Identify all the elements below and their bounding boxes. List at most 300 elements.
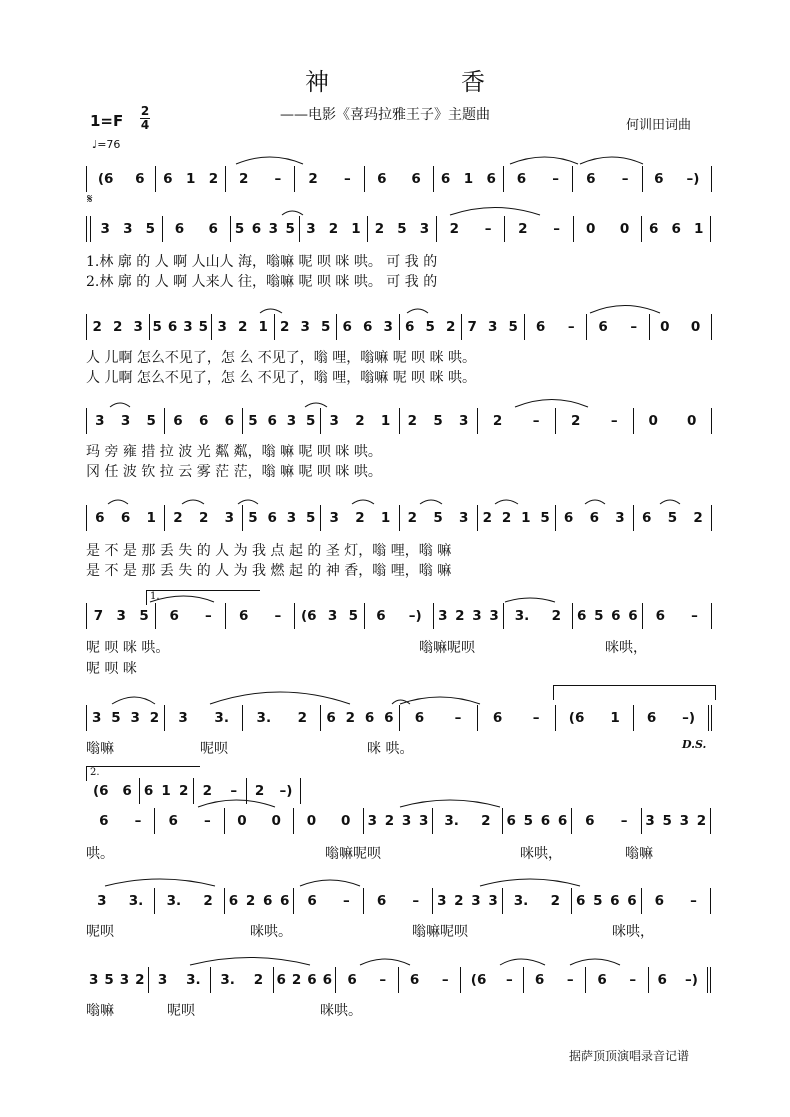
- composer-credit: 何训田词曲: [626, 118, 692, 133]
- lyrics-verse1-line4: 是 不 是 那 丢 失 的 人 为 我 点 起 的 圣 灯，嗡 哩，嗡 嘛: [86, 543, 452, 559]
- note: 6: [228, 893, 239, 909]
- note: 7: [93, 608, 104, 624]
- score-row-8: [86, 808, 711, 834]
- lyrics-line5c: 咪哄，: [605, 640, 647, 656]
- lyrics-line7a: 哄。: [86, 846, 114, 862]
- note: 1: [380, 413, 391, 429]
- measure: [504, 603, 573, 629]
- note: 6: [492, 710, 503, 726]
- measure: [649, 967, 712, 993]
- measure: [165, 705, 243, 731]
- key-signature: 1=F: [90, 112, 124, 130]
- note: 2: [551, 608, 561, 624]
- note: 6: [135, 171, 145, 187]
- note: 1: [351, 221, 361, 237]
- note: –: [532, 413, 540, 429]
- measure: [87, 408, 165, 434]
- note: 2: [455, 608, 465, 624]
- note: 6: [540, 813, 551, 829]
- note: 6: [267, 413, 277, 429]
- note: –: [629, 972, 637, 988]
- note: 2: [696, 813, 707, 829]
- measure: [461, 967, 524, 993]
- note: 6: [610, 893, 620, 909]
- note: 3: [329, 510, 339, 526]
- note: 2: [92, 319, 102, 335]
- note: 2: [345, 710, 355, 726]
- note: 3: [418, 813, 429, 829]
- note: 5: [662, 813, 672, 829]
- note: 2: [135, 972, 145, 988]
- note: –): [685, 972, 698, 988]
- measure: [86, 967, 149, 993]
- note: 3: [97, 893, 107, 909]
- note: 6: [276, 972, 286, 988]
- measure: [364, 808, 433, 834]
- note: 1: [610, 710, 620, 726]
- note: 6: [208, 221, 218, 237]
- tempo-mark: ♩=76: [92, 138, 121, 151]
- measure: [226, 603, 295, 629]
- note: 5: [306, 413, 316, 429]
- note: 6: [642, 510, 652, 526]
- lyrics-verse1-line1: 1.林 廓 的 人 啊 人山人 海，嗡嘛 呢 呗 咪 哄。 可 我 的: [86, 254, 438, 270]
- note: 2: [238, 171, 249, 187]
- note: 3: [95, 413, 105, 429]
- note: 6: [486, 171, 496, 187]
- measure: [400, 408, 478, 434]
- note: 2: [280, 319, 290, 335]
- note: –: [610, 413, 618, 429]
- note: 6: [535, 319, 546, 335]
- note: 2: [308, 171, 318, 187]
- note: 3.: [166, 893, 182, 909]
- note: 3: [100, 221, 110, 237]
- note: 5: [321, 319, 331, 335]
- measure: [556, 705, 634, 731]
- note: 5: [425, 319, 435, 335]
- note: 3: [224, 510, 235, 526]
- note: 3: [217, 319, 227, 335]
- note: 5: [508, 319, 518, 335]
- note: 3: [327, 608, 338, 624]
- measure: [156, 603, 225, 629]
- note: 2: [374, 221, 385, 237]
- note: 1: [380, 510, 391, 526]
- note: 5: [348, 608, 359, 624]
- note: 7: [467, 319, 477, 335]
- note: 6: [167, 319, 178, 335]
- note: –: [343, 171, 351, 187]
- note: 3: [183, 319, 193, 335]
- note: –): [686, 171, 700, 187]
- note: –: [454, 710, 462, 726]
- note: 3: [120, 413, 131, 429]
- note: –): [682, 710, 696, 726]
- note: 3: [472, 608, 482, 624]
- note: 0: [690, 319, 701, 335]
- measure: [573, 603, 642, 629]
- note: 6: [646, 710, 657, 726]
- lyrics-verse1-line2: 人 儿啊 怎么不见了，怎 么 不见了，嗡 哩，嗡嘛 呢 呗 咪 哄。: [86, 350, 477, 366]
- volta-1: 1.: [146, 590, 260, 605]
- note: 6: [326, 710, 336, 726]
- note: 2: [407, 510, 418, 526]
- measure: [275, 314, 338, 340]
- note: 6: [322, 972, 333, 988]
- score-row-1: [86, 166, 712, 192]
- score-row-3: [86, 314, 712, 340]
- note: 6: [384, 710, 394, 726]
- measure: [165, 505, 243, 531]
- note: 3: [286, 413, 297, 429]
- note: 6: [307, 972, 317, 988]
- lyrics-line8d: 咪哄，: [612, 924, 654, 940]
- note: 3.: [256, 710, 272, 726]
- note: 2: [203, 893, 213, 909]
- note: 6: [411, 171, 421, 187]
- lyrics-line5d: 呢 呗 咪: [86, 661, 137, 677]
- note: 6: [95, 510, 105, 526]
- note: –: [205, 608, 212, 624]
- measure: [336, 967, 399, 993]
- note: 5: [594, 608, 604, 624]
- note: 3: [489, 608, 499, 624]
- ds-mark: D.S.: [682, 738, 707, 751]
- note: 2: [149, 710, 160, 726]
- measure: [433, 888, 502, 914]
- measure: [294, 808, 363, 834]
- note: 3: [116, 608, 126, 624]
- note: 2: [297, 710, 308, 726]
- note: 2: [178, 783, 189, 799]
- measure: [434, 603, 503, 629]
- measure: [321, 705, 399, 731]
- note: 2: [550, 893, 560, 909]
- note: 6: [440, 171, 451, 187]
- note: 6: [363, 319, 373, 335]
- note: 6: [597, 972, 607, 988]
- note: 5: [111, 710, 121, 726]
- note: 2: [113, 319, 123, 335]
- measure: [587, 314, 650, 340]
- note: 3: [383, 319, 393, 335]
- measure: [87, 705, 165, 731]
- note: –: [134, 813, 142, 829]
- note: 0: [619, 221, 630, 237]
- lyrics-verse2-line4: 是 不 是 那 丢 失 的 人 为 我 燃 起 的 神 香，嗡 哩，嗡 嘛: [86, 563, 452, 579]
- note: 5: [306, 510, 316, 526]
- note: 2: [570, 413, 581, 429]
- note: 6: [414, 710, 425, 726]
- note: 3: [367, 813, 378, 829]
- note: 3: [488, 319, 498, 335]
- note: 6: [376, 608, 386, 624]
- note: 2: [254, 783, 265, 799]
- measure: [294, 888, 363, 914]
- note: 6: [534, 972, 545, 988]
- note: 5: [234, 221, 245, 237]
- measure: [225, 808, 294, 834]
- note: 6: [563, 510, 574, 526]
- note: 6: [238, 608, 249, 624]
- measure: [586, 967, 649, 993]
- measure: [572, 808, 641, 834]
- note: 3: [268, 221, 278, 237]
- note: 0: [271, 813, 281, 829]
- note: 6: [122, 783, 132, 799]
- note: 6: [168, 813, 178, 829]
- note: –: [379, 972, 387, 988]
- note: 2: [253, 972, 264, 988]
- measure: [243, 408, 321, 434]
- note: 3: [119, 972, 130, 988]
- measure: [155, 808, 224, 834]
- note: –: [441, 972, 449, 988]
- note: 6: [516, 171, 527, 187]
- measure: [165, 408, 243, 434]
- note: 6: [576, 608, 587, 624]
- lyrics-verse2-line3: 冈 任 波 钦 拉 云 雾 茫 茫，嗡 嘛 呢 呗 咪 哄。: [86, 464, 382, 480]
- score-row-8a: [86, 778, 711, 804]
- note: 3: [679, 813, 690, 829]
- note: 3: [471, 893, 481, 909]
- note: –: [620, 813, 628, 829]
- note: 5: [139, 608, 149, 624]
- note: –: [553, 221, 561, 237]
- note: 3.: [220, 972, 235, 988]
- note: 1: [146, 510, 156, 526]
- measure: [478, 505, 556, 531]
- note: 3: [286, 510, 297, 526]
- note: 6: [657, 972, 667, 988]
- measure: [243, 705, 321, 731]
- score-row-7: [86, 705, 712, 731]
- note: –: [630, 319, 638, 335]
- note: 6: [405, 319, 415, 335]
- measure: [525, 314, 588, 340]
- note: 6: [598, 319, 608, 335]
- measure: [643, 166, 712, 192]
- note: 3: [438, 608, 448, 624]
- score-row-4: [86, 408, 712, 434]
- lyrics-line8a: 呢呗: [86, 924, 114, 940]
- note: 3.: [513, 893, 529, 909]
- measure: [433, 808, 502, 834]
- measure: [478, 408, 556, 434]
- measure: [94, 216, 163, 242]
- note: 6: [627, 893, 637, 909]
- note: 6: [376, 893, 387, 909]
- note: –: [204, 813, 211, 829]
- measure: [295, 603, 364, 629]
- lyrics-line6b: 呢呗: [200, 741, 228, 757]
- song-title: 神香: [305, 68, 617, 96]
- lyrics-line9a: 嗡嘛: [86, 1003, 114, 1019]
- measure: [86, 808, 155, 834]
- measure: [86, 778, 140, 804]
- note: 6: [342, 319, 352, 335]
- note: 3.: [186, 972, 201, 988]
- measure: [504, 166, 573, 192]
- measure: [155, 888, 224, 914]
- note: 6: [99, 813, 109, 829]
- note: 5: [104, 972, 114, 988]
- note: 2: [501, 510, 512, 526]
- note: 3: [133, 319, 143, 335]
- note: 5: [433, 413, 443, 429]
- note: 2: [693, 510, 703, 526]
- note: 6: [173, 413, 183, 429]
- lyrics-line7d: 嗡嘛: [625, 846, 653, 862]
- note: 6: [585, 813, 595, 829]
- measure: [434, 166, 503, 192]
- note: 3.: [214, 710, 229, 726]
- note: 6: [628, 608, 638, 624]
- note: –: [274, 608, 282, 624]
- note: 6: [575, 893, 586, 909]
- lyrics-line6c: 咪 哄。: [367, 741, 414, 757]
- measure: [274, 967, 337, 993]
- note: –: [342, 893, 350, 909]
- note: 2: [454, 893, 464, 909]
- note: 5: [248, 413, 258, 429]
- note: –: [532, 710, 540, 726]
- measure: [225, 888, 294, 914]
- lyrics-line9b: 呢呗: [167, 1003, 195, 1019]
- measure: [642, 216, 711, 242]
- measure: [503, 808, 572, 834]
- note: 5: [397, 221, 407, 237]
- note: 2: [238, 319, 248, 335]
- note: 3: [488, 893, 498, 909]
- note: 1: [258, 319, 268, 335]
- measure: [211, 967, 274, 993]
- note: 6: [120, 510, 131, 526]
- volta-2: 2.: [86, 766, 200, 781]
- measure: [556, 408, 634, 434]
- note: 1: [463, 171, 474, 187]
- measure: [572, 888, 641, 914]
- measure: [163, 216, 232, 242]
- note: 6: [280, 893, 290, 909]
- measure: [86, 888, 155, 914]
- measure: [231, 216, 300, 242]
- lyrics-line5b: 嗡嘛呢呗: [419, 640, 475, 656]
- measure: [634, 705, 712, 731]
- note: 5: [146, 413, 156, 429]
- measure: [478, 705, 556, 731]
- note: 6: [586, 171, 596, 187]
- note: 6: [655, 608, 666, 624]
- note: 3: [401, 813, 412, 829]
- measure: [226, 166, 295, 192]
- time-signature: [140, 105, 150, 132]
- note: –): [279, 783, 293, 799]
- note: 6: [671, 221, 681, 237]
- measure: [295, 166, 364, 192]
- note: –: [505, 972, 513, 988]
- note: –: [412, 893, 420, 909]
- note: –): [408, 608, 422, 624]
- note: 6: [262, 893, 273, 909]
- note: (6: [301, 608, 317, 624]
- note: 5: [433, 510, 443, 526]
- note: 6: [611, 608, 621, 624]
- lyrics-line7c: 咪哄，: [520, 846, 562, 862]
- lyrics-line8b: 咪哄。: [250, 924, 292, 940]
- measure: [437, 216, 506, 242]
- lyrics-verse2-line1: 2.林 廓 的 人 啊 人来人 往，嗡嘛 呢 呗 咪 哄。 可 我 的: [86, 274, 438, 290]
- note: 5: [198, 319, 209, 335]
- note: 2: [328, 221, 339, 237]
- measure: [368, 216, 437, 242]
- lyrics-verse2-line2: 人 儿啊 怎么不见了，怎 么 不见了，嗡 哩，嗡嘛 呢 呗 咪 哄。: [86, 370, 477, 386]
- note: –: [567, 319, 575, 335]
- note: 2: [482, 510, 492, 526]
- note: (6: [568, 710, 585, 726]
- note: 5: [523, 813, 534, 829]
- note: 1: [161, 783, 171, 799]
- measure: [321, 408, 399, 434]
- note: 6: [307, 893, 317, 909]
- note: (6: [92, 783, 109, 799]
- measure: [212, 314, 275, 340]
- note: 0: [687, 413, 697, 429]
- note: 2: [355, 413, 365, 429]
- note: 5: [145, 221, 155, 237]
- segno-mark: 𝄋: [87, 192, 93, 207]
- measure: [365, 603, 434, 629]
- note: 5: [285, 221, 295, 237]
- measure: [650, 314, 713, 340]
- note: 6: [251, 221, 262, 237]
- note: 6: [377, 171, 387, 187]
- measure: [156, 166, 225, 192]
- measure: [574, 216, 643, 242]
- note: 3: [88, 972, 99, 988]
- note: 0: [306, 813, 317, 829]
- time-denominator: 4: [140, 118, 150, 132]
- note: 3: [178, 710, 188, 726]
- note: 0: [660, 319, 670, 335]
- measure: [87, 314, 150, 340]
- measure: [400, 505, 478, 531]
- note: (6: [97, 171, 114, 187]
- note: –: [484, 221, 492, 237]
- note: 3: [123, 221, 133, 237]
- lyrics-line9c: 咪哄。: [320, 1003, 362, 1019]
- note: 2: [245, 893, 256, 909]
- note: 6: [654, 893, 665, 909]
- measure: [643, 603, 712, 629]
- note: 6: [174, 221, 185, 237]
- measure: [399, 967, 462, 993]
- note: (6: [470, 972, 487, 988]
- note: 5: [540, 510, 550, 526]
- note: 0: [340, 813, 351, 829]
- note: 3: [306, 221, 316, 237]
- note: 6: [557, 813, 568, 829]
- lyrics-line7b: 嗡嘛呢呗: [325, 846, 381, 862]
- note: 6: [267, 510, 277, 526]
- note: 2: [446, 319, 456, 335]
- note: 2: [208, 171, 219, 187]
- measure: [505, 216, 574, 242]
- score-row-10: [86, 967, 711, 993]
- note: –: [230, 783, 238, 799]
- note: –: [552, 171, 560, 187]
